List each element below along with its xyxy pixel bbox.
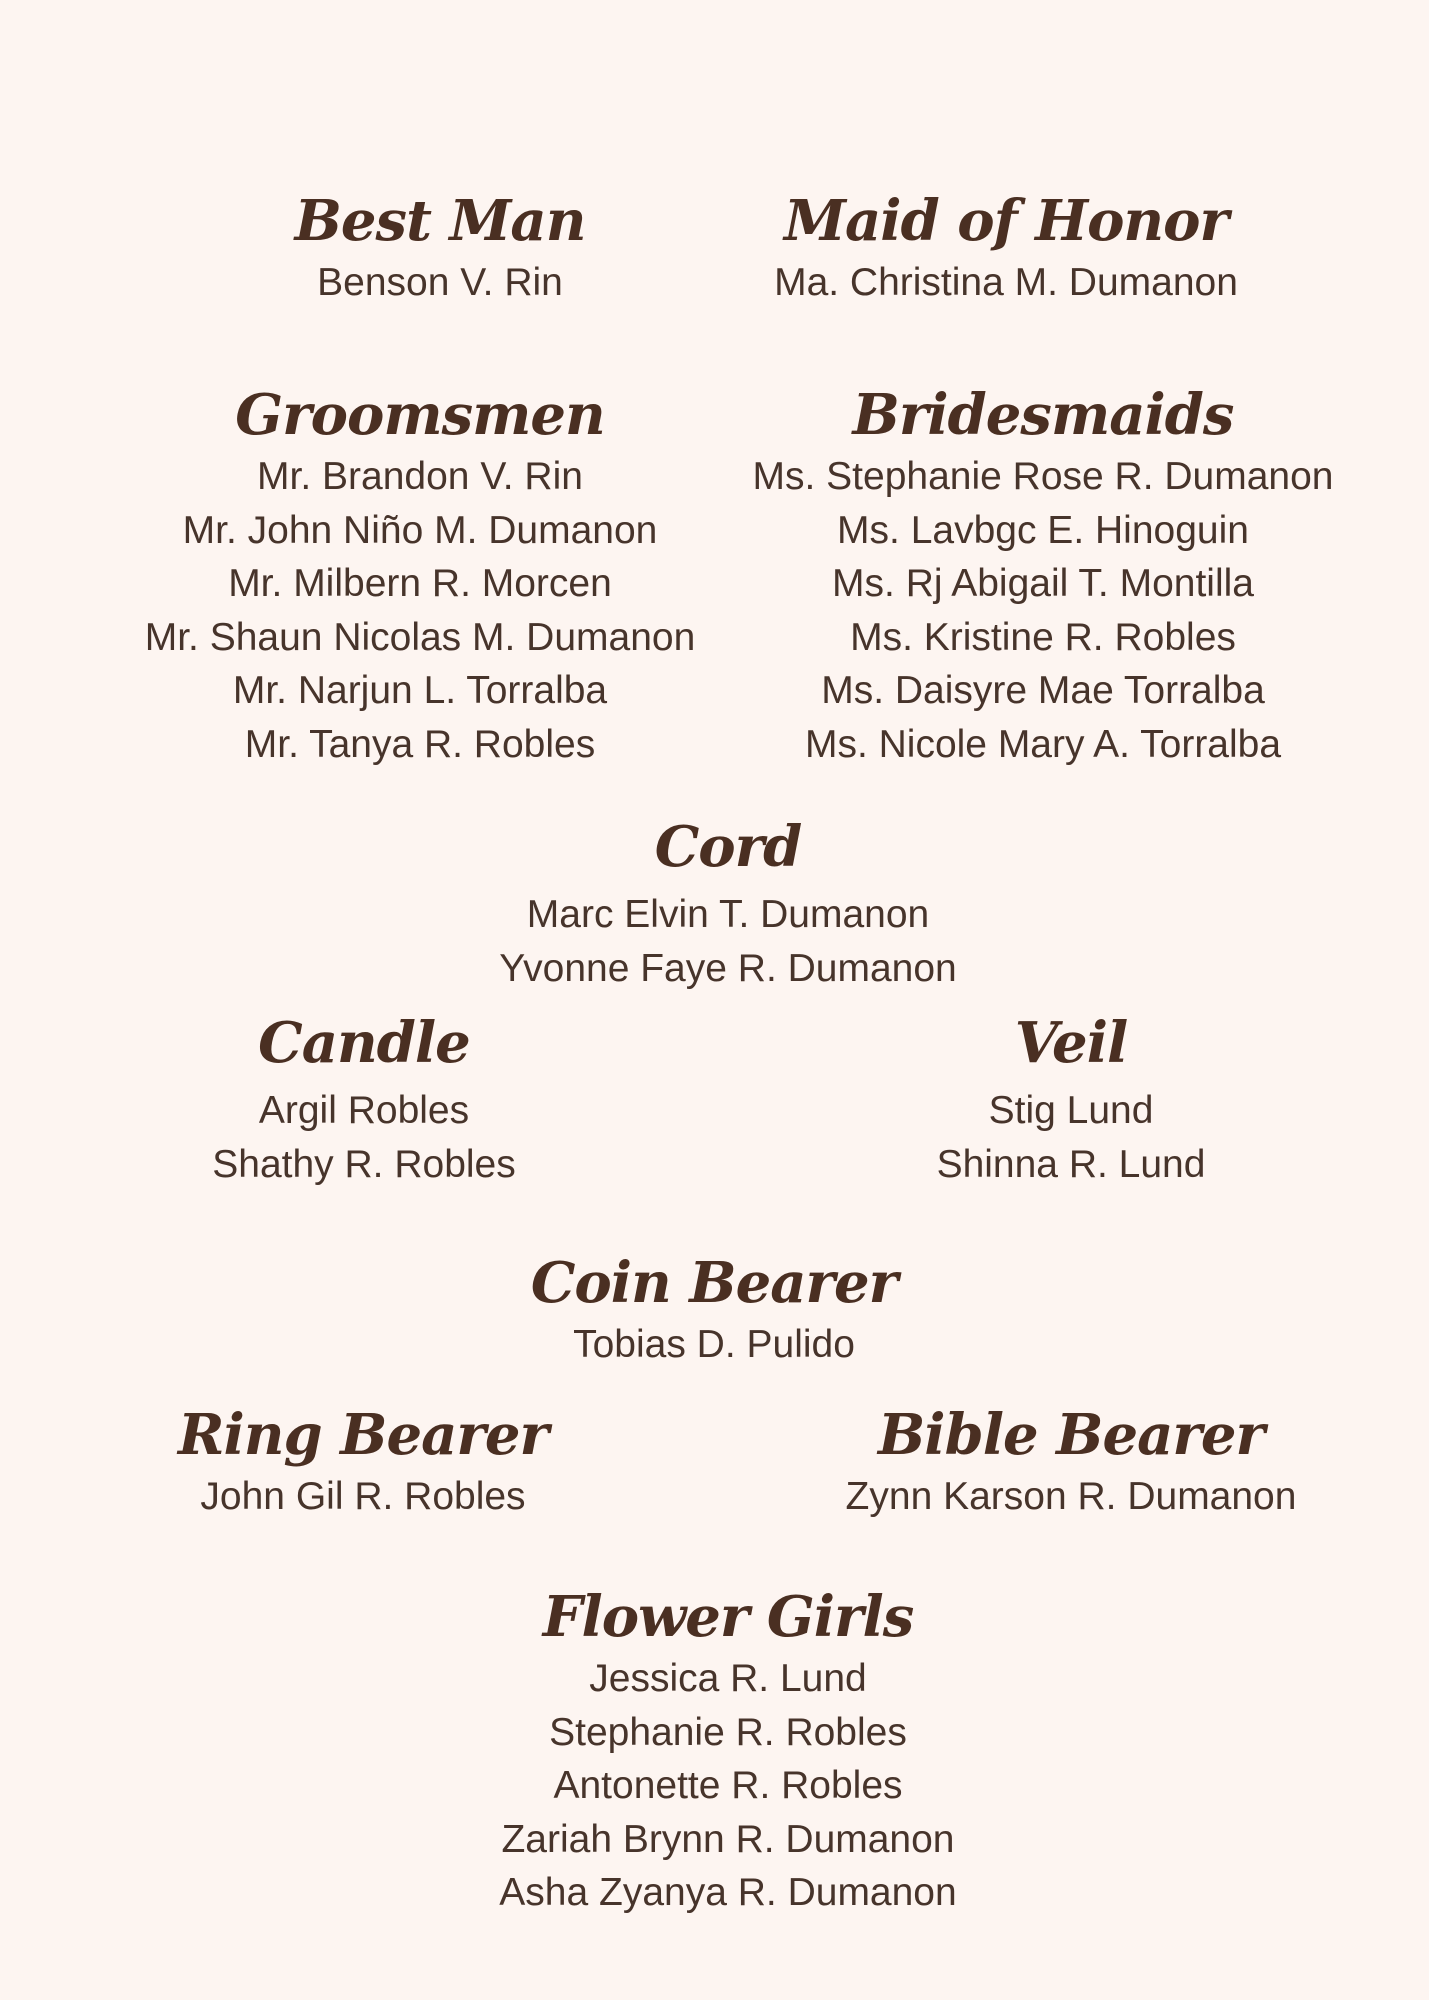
candle-section [212, 1008, 516, 1191]
list-item: Mr. Narjun L. Torralba [232, 669, 608, 712]
list-item: Ms. Rj Abigail T. Montilla [832, 562, 1254, 605]
list-item: Mr. Tanya R. Robles [244, 722, 596, 766]
list-item: Ms. Lavbgc E. Hinoguin [837, 508, 1249, 552]
coin-bearer-section [531, 1248, 897, 1371]
flower-girls-heading: Flower Girls [542, 1584, 914, 1650]
maid-of-honor-heading: Maid of Honor [784, 188, 1228, 254]
veil-list [937, 1084, 1206, 1191]
list-item: Stig Lund [988, 1089, 1154, 1132]
cord-section [499, 812, 956, 995]
list-item: Shinna R. Lund [936, 1142, 1206, 1186]
bible-bearer-name: Zynn Karson R. Dumanon [845, 1475, 1297, 1518]
list-item: Ms. Kristine R. Robles [850, 615, 1236, 659]
ring-bearer-section [178, 1400, 548, 1523]
candle-heading: Candle [258, 1010, 470, 1076]
list-item: Stephanie R. Robles [549, 1710, 907, 1754]
list-item: Mr. John Niño M. Dumanon [182, 508, 658, 552]
groomsmen-section [145, 380, 696, 771]
best-man-section [295, 186, 586, 309]
bridesmaids-section [753, 380, 1334, 771]
veil-heading: Veil [1014, 1010, 1128, 1076]
bible-bearer-section [846, 1400, 1297, 1523]
ring-bearer-name: John Gil R. Robles [200, 1475, 526, 1518]
cord-list [499, 888, 956, 995]
list-item: Asha Zyanya R. Dumanon [499, 1871, 957, 1914]
veil-section [937, 1008, 1206, 1191]
maid-of-honor-section [774, 186, 1238, 309]
list-item: Shathy R. Robles [212, 1142, 516, 1186]
list-item: Mr. Shaun Nicolas M. Dumanon [144, 615, 696, 659]
flower-girls-section [499, 1582, 956, 1920]
list-item: Zariah Brynn R. Dumanon [501, 1817, 955, 1861]
maid-of-honor-name: Ma. Christina M. Dumanon [774, 261, 1238, 304]
bible-bearer-heading: Bible Bearer [877, 1402, 1265, 1468]
list-item: Argil Robles [258, 1089, 470, 1132]
list-item: Ms. Daisyre Mae Torralba [821, 669, 1265, 712]
cord-heading: Cord [654, 814, 802, 880]
list-item: Antonette R. Robles [553, 1764, 903, 1807]
best-man-heading: Best Man [294, 188, 586, 254]
candle-list [212, 1084, 516, 1191]
bridesmaids-heading: Bridesmaids [852, 382, 1234, 448]
coin-bearer-name: Tobias D. Pulido [573, 1323, 855, 1366]
list-item: Ms. Stephanie Rose R. Dumanon [752, 455, 1334, 498]
list-item: Yvonne Faye R. Dumanon [499, 946, 957, 990]
bridesmaids-list [753, 450, 1334, 771]
list-item: Marc Elvin T. Dumanon [526, 893, 930, 936]
flower-girls-list [499, 1652, 956, 1920]
list-item: Ms. Nicole Mary A. Torralba [804, 722, 1282, 766]
list-item: Mr. Milbern R. Morcen [228, 562, 612, 605]
groomsmen-heading: Groomsmen [235, 382, 605, 448]
coin-bearer-heading: Coin Bearer [530, 1250, 898, 1316]
best-man-name: Benson V. Rin [317, 261, 563, 304]
groomsmen-list [145, 450, 696, 771]
ring-bearer-heading: Ring Bearer [177, 1402, 549, 1468]
list-item: Mr. Brandon V. Rin [257, 455, 583, 498]
list-item: Jessica R. Lund [589, 1657, 867, 1700]
